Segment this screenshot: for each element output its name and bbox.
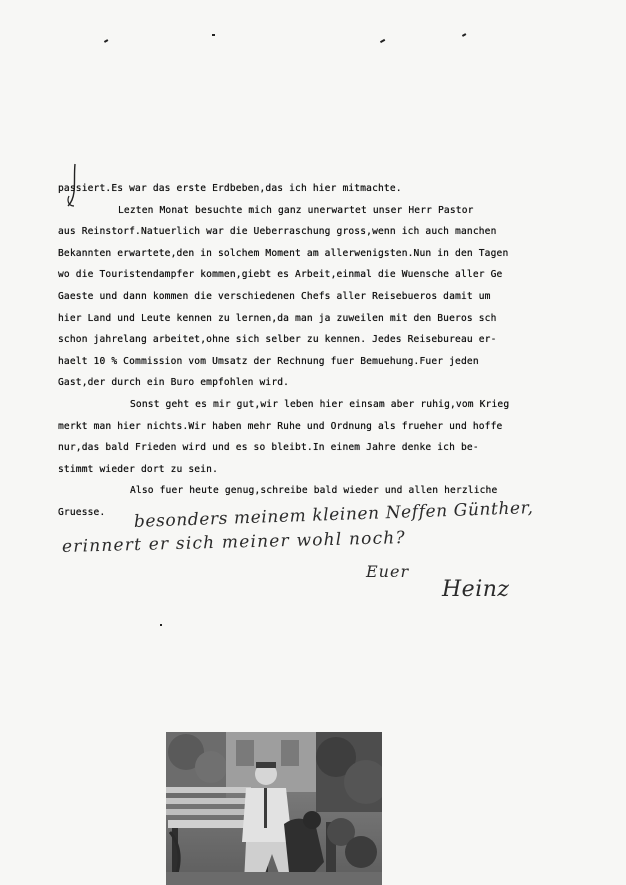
letter-line: Gast,der durch ein Buro empfohlen wird. [58, 377, 290, 389]
speck [160, 624, 162, 626]
letter-line: Bekannten erwartete,den in solchem Moment am allerwenigsten.Nun in den Tagen [58, 247, 509, 259]
handwritten-signature: Heinz [442, 577, 510, 602]
letter-line: nur,das bald Frieden wird und es so bleibt.In einem Jahre denke ich be- [58, 442, 479, 454]
letter-line: Gaeste und dann kommen die verschiedenen Chefs aller Reisebueros damit um [58, 290, 491, 302]
typed-letter-body [58, 178, 578, 524]
letter-line: Gruesse. [58, 506, 106, 518]
letter-line: hier Land und Leute kennen zu lernen,da man ja zuweilen mit den Bueros sch [58, 312, 497, 324]
photograph-man-on-bench-with-dog-icon [166, 732, 382, 885]
photograph [166, 732, 382, 885]
letter-line: wo die Touristendampfer kommen,giebt es Arbeit,einmal die Wuensche aller Ge [58, 269, 503, 281]
handwritten-postscript-line-2: erinnert er sich meiner wohl noch? [61, 528, 407, 557]
speck [462, 33, 466, 36]
letter-line: aus Reinstorf.Natuerlich war die Ueberraschung gross,wenn ich auch manchen [58, 226, 497, 238]
speck [212, 34, 215, 36]
speck [380, 39, 385, 43]
handwritten-closing: Euer [366, 562, 410, 581]
letter-line: Sonst geht es mir gut,wir leben hier einsam aber ruhig,vom Krieg [130, 398, 510, 410]
letter-line: haelt 10 % Commission vom Umsatz der Rechnung fuer Bemuehung.Fuer jeden [58, 355, 479, 367]
letter-line: schon jahrelang arbeitet,ohne sich selber zu kennen. Jedes Reisebureau er- [58, 334, 497, 346]
handwritten-postscript-line-1: besonders meinem kleinen Neffen Günther, [133, 498, 534, 532]
letter-line: merkt man hier nichts.Wir haben mehr Ruhe und Ordnung als frueher und hoffe [58, 420, 503, 432]
letter-line: Also fuer heute genug,schreibe bald wieder und allen herzliche [130, 485, 498, 497]
letter-line: Lezten Monat besuchte mich ganz unerwartet unser Herr Pastor [118, 204, 474, 216]
letter-line: stimmt wieder dort zu sein. [58, 463, 218, 475]
speck [104, 39, 108, 42]
letter-line: passiert.Es war das erste Erdbeben,das ich hier mitmachte. [58, 183, 402, 194]
